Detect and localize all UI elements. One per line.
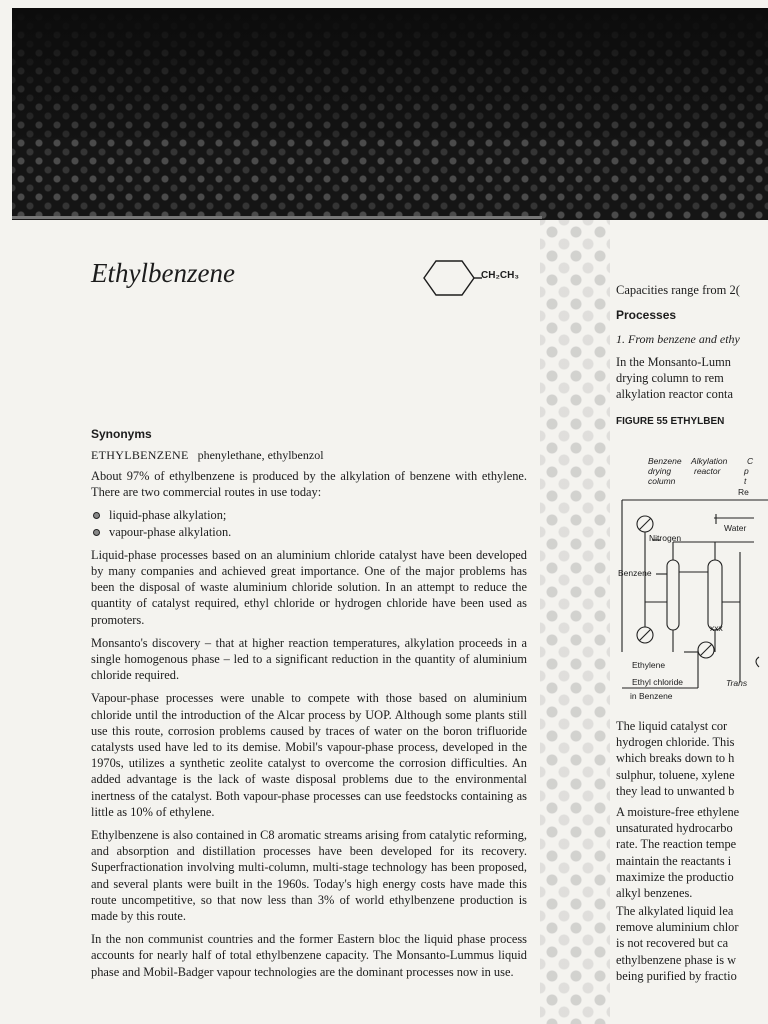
diagram-label: Nitrogen	[649, 533, 682, 543]
diagram-label: xxx	[710, 623, 723, 633]
diagram-label: C	[747, 456, 754, 466]
paragraph: Liquid-phase processes based on an aluminium chloride catalyst have been developed by many companies and achieved great importance. One of the major problems has been the disposal of waste aluminium chloride solution. In an attempt to reduce the quantity of catalyst required, ethyl chloride or hydrogen chloride have been used as promoters.	[91, 547, 527, 627]
diagram-label: Ethyl chloride	[632, 677, 684, 687]
text-line: A moisture-free ethylene	[616, 805, 740, 819]
banner-edge	[12, 216, 542, 219]
diagram-label: Water	[724, 523, 747, 533]
text-line: which breaks down to h	[616, 751, 735, 766]
diagram-label: Benzene	[648, 456, 682, 466]
cyclohexane-ring-icon	[422, 258, 482, 298]
text-line: drying column to rem	[616, 371, 724, 386]
intro-paragraph: About 97% of ethylbenzene is produced by the alkylation of benzene with ethylene. There are two commercial routes in use today:	[91, 469, 527, 500]
diagram-label: drying	[648, 466, 672, 476]
text-line: alkyl benzenes.	[616, 886, 693, 901]
processes-heading: Processes	[616, 308, 677, 322]
text-line: is not recovered but ca	[616, 936, 729, 951]
text-line: remove aluminium chlor	[616, 920, 739, 935]
structure-label: CH₂CH₃	[481, 270, 519, 281]
diagram-label: reactor	[694, 466, 721, 476]
diagram-label: p	[744, 466, 749, 476]
right-paragraph-1	[616, 354, 768, 403]
process-flow-diagram	[614, 452, 768, 702]
capacities-line: Capacities range from 2(	[616, 283, 740, 297]
text-line: maximize the productio	[616, 869, 734, 884]
processes-subheading: 1. From benzene and ethy	[616, 332, 740, 346]
text-line: ethylbenzene phase is w	[616, 952, 737, 967]
diagram-label: t	[744, 476, 747, 486]
main-body	[91, 468, 527, 987]
text-line: unsaturated hydrocarbo	[616, 821, 733, 836]
text-line: hydrogen chloride. This	[616, 735, 735, 750]
right-paragraph-4	[616, 903, 768, 984]
structure-diagram	[422, 258, 532, 298]
route-list	[91, 507, 527, 539]
diagram-label: Alkylation	[691, 456, 728, 466]
synonym-name: ETHYLBENZENE	[91, 448, 189, 462]
page-title: Ethylbenzene	[91, 258, 235, 288]
synonym-list: phenylethane, ethylbenzol	[197, 448, 324, 462]
header-banner	[12, 8, 768, 220]
diagram-label: Re	[738, 487, 749, 497]
paragraph: Vapour-phase processes were unable to compete with those based on aluminium chloride until the introduction of the Alcar process by UOP. Although some plants still use this route, corrosion problems caused by traces of water on the boron trifluoride catalysts used have led to its demise. Mobil's vapour-phase process, developed in the 1970s, utilizes a synthetic zeolite catalyst to overcome the corrosion difficulties. An added advantage is the lack of waste disposal problems due to the environmental inertness of the catalyst. Both vapour-phase processes can use feedstocks containing as little as 10% of ethylene.	[91, 691, 527, 819]
text-line: being purified by fractio	[616, 968, 737, 983]
synonyms-line	[91, 448, 324, 462]
page-spine-shadow	[540, 220, 610, 1024]
text-line: alkylation reactor conta	[616, 387, 733, 402]
text-line: The liquid catalyst cor	[616, 719, 728, 733]
list-item: liquid-phase alkylation;	[91, 507, 527, 523]
diagram-label: Benzene	[618, 568, 652, 578]
paragraph: In the non communist countries and the former Eastern bloc the liquid phase process accounts for nearly half of total ethylbenzene capacity. The Monsanto-Lummus liquid phase and Mobil-Badger vapour technologies are the dominant processes now in use.	[91, 932, 527, 979]
paragraph: Ethylbenzene is also contained in C8 aromatic streams arising from catalytic reforming, and absorption and distillation processes have been developed for its recovery. Superfractionation involving multi-column, multi-stage technology has been proposed, and several plants were built in the 1960s. Today's high energy costs have made this route uncompetitive, so that now less than 3% of world ethylbenzene production is made by this route.	[91, 828, 527, 924]
diagram-label: Ethylene	[632, 660, 666, 670]
diagram-label: column	[648, 476, 676, 486]
text-line: sulphur, toluene, xylene	[616, 767, 735, 782]
diagram-label: in Benzene	[630, 691, 673, 701]
figure-caption: FIGURE 55 ETHYLBEN	[616, 416, 725, 427]
text-line: they lead to unwanted b	[616, 783, 735, 798]
right-paragraph-2	[616, 718, 768, 799]
text-line: The alkylated liquid lea	[616, 904, 734, 918]
text-line: rate. The reaction tempe	[616, 837, 737, 852]
text-line: maintain the reactants i	[616, 853, 732, 868]
paragraph: Monsanto's discovery – that at higher reaction temperatures, alkylation proceeds in a single homogenous phase – led to a significant reduction in the quantity of aluminium chloride required.	[91, 635, 527, 683]
synonyms-heading: Synonyms	[91, 427, 152, 441]
diagram-label: Trans	[726, 678, 748, 688]
list-item: vapour-phase alkylation.	[91, 524, 527, 540]
right-paragraph-3	[616, 804, 768, 901]
text-line: In the Monsanto-Lumn	[616, 355, 731, 369]
